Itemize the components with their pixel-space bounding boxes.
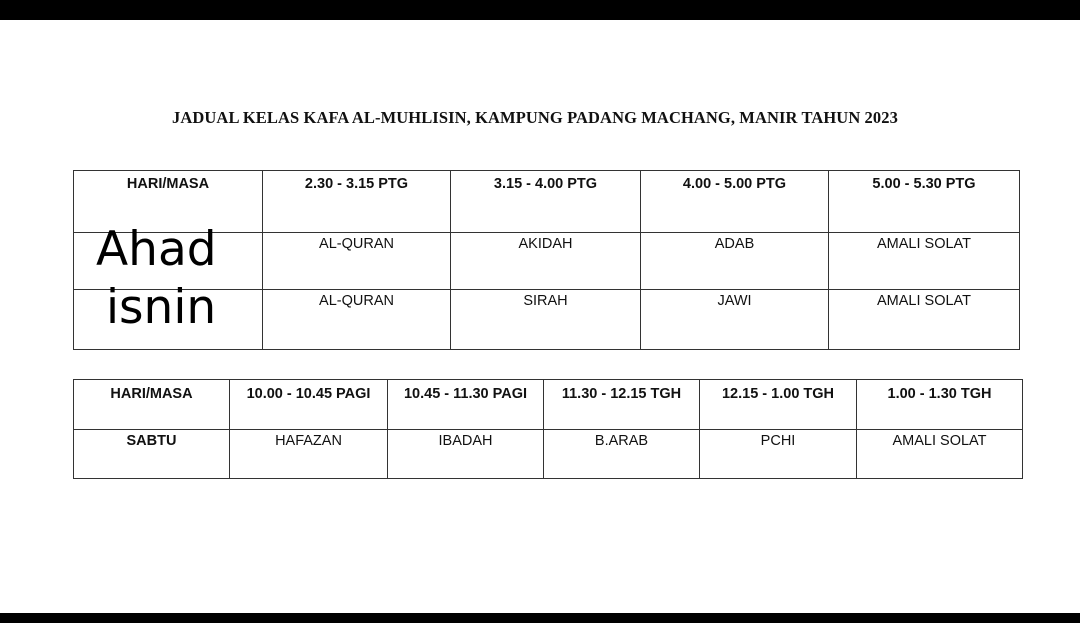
handwritten-day-label: isnin (106, 280, 217, 335)
subject-cell: B.ARAB (544, 430, 700, 479)
subject-cell: AL-QURAN (263, 290, 451, 350)
header-cell: 12.15 - 1.00 TGH (700, 380, 857, 430)
subject-cell: JAWI (641, 290, 829, 350)
subject-cell: SIRAH (451, 290, 641, 350)
saturday-schedule-table (73, 379, 1023, 479)
header-cell: 3.15 - 4.00 PTG (451, 171, 641, 233)
subject-cell: PCHI (700, 430, 857, 479)
handwritten-day-label: Ahad (96, 222, 217, 277)
header-cell: HARI/MASA (74, 380, 230, 430)
header-cell: 10.45 - 11.30 PAGI (388, 380, 544, 430)
top-black-bar (0, 0, 1080, 20)
subject-cell: HAFAZAN (230, 430, 388, 479)
header-cell: 4.00 - 5.00 PTG (641, 171, 829, 233)
header-cell: 1.00 - 1.30 TGH (857, 380, 1023, 430)
subject-cell: AKIDAH (451, 233, 641, 290)
subject-cell: AMALI SOLAT (829, 233, 1020, 290)
weekday-schedule-table (73, 170, 1020, 350)
header-cell: 10.00 - 10.45 PAGI (230, 380, 388, 430)
subject-cell: ADAB (641, 233, 829, 290)
subject-cell: AL-QURAN (263, 233, 451, 290)
header-cell: 5.00 - 5.30 PTG (829, 171, 1020, 233)
document-title: JADUAL KELAS KAFA AL-MUHLISIN, KAMPUNG PADANG MACHANG, MANIR TAHUN 2023 (172, 108, 898, 127)
table-header-row (74, 380, 1023, 430)
subject-cell: AMALI SOLAT (857, 430, 1023, 479)
day-cell-isnin (74, 280, 263, 350)
table-row (74, 430, 1023, 479)
table-row (74, 290, 1020, 350)
subject-cell: AMALI SOLAT (829, 290, 1020, 350)
subject-cell: IBADAH (388, 430, 544, 479)
bottom-black-bar (0, 613, 1080, 623)
header-cell: 11.30 - 12.15 TGH (544, 380, 700, 430)
day-cell-sabtu: SABTU (74, 430, 230, 479)
header-cell: HARI/MASA (74, 171, 263, 233)
header-cell: 2.30 - 3.15 PTG (263, 171, 451, 233)
